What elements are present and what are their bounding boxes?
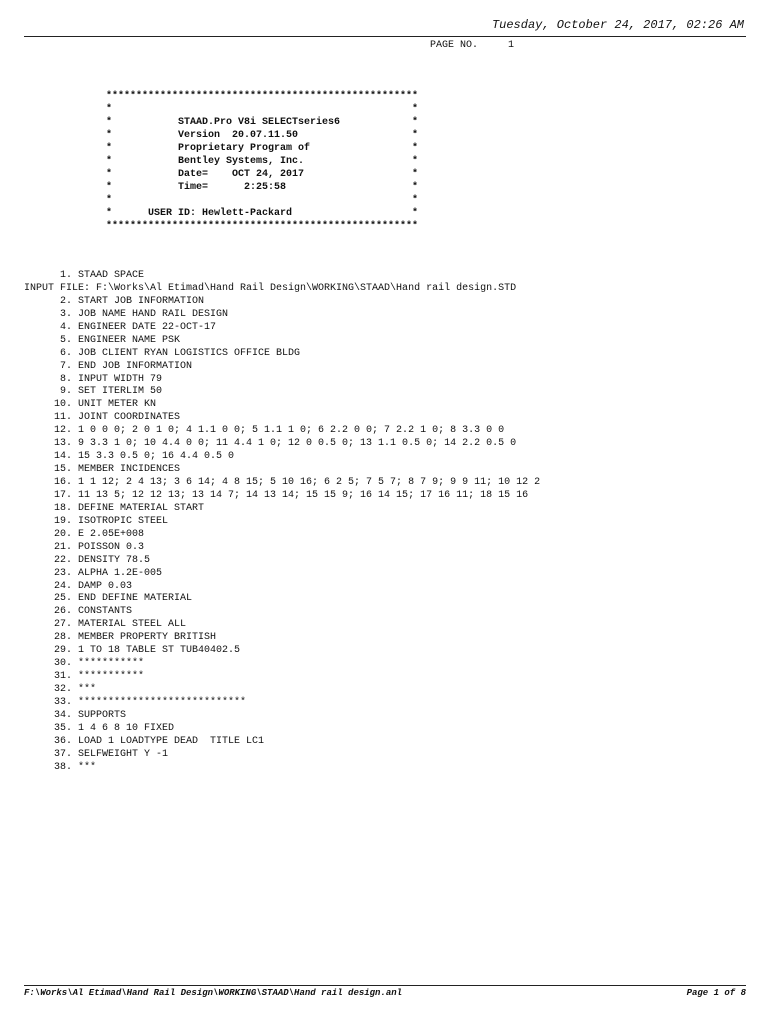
listing-line: 10. UNIT METER KN — [24, 399, 157, 411]
listing-line: 2. START JOB INFORMATION — [24, 295, 205, 307]
listing-line: 15. MEMBER INCIDENCES — [24, 464, 181, 476]
listing-line: 31. *********** — [24, 671, 145, 683]
listing-line: 1. STAAD SPACE — [24, 270, 145, 281]
banner-line: * * — [106, 104, 419, 115]
listing-line: 17. 11 13 5; 12 12 13; 13 14 7; 14 13 14; 15 15 9; 16 14 15; 17 16 11; 18 15 16 — [24, 489, 529, 501]
footer-file-path: F:\Works\Al Etimad\Hand Rail Design\WORKING\STAAD\Hand rail design.anl — [24, 988, 403, 998]
listing-line: 21. POISSON 0.3 — [24, 541, 145, 553]
listing-line: 26. CONSTANTS — [24, 606, 133, 618]
listing-line: 8. INPUT WIDTH 79 — [24, 373, 163, 385]
header-divider — [24, 36, 746, 37]
listing-line: 6. JOB CLIENT RYAN LOGISTICS OFFICE BLDG — [24, 347, 301, 359]
banner-line: * * — [106, 195, 419, 206]
listing-line: 35. 1 4 6 8 10 FIXED — [24, 722, 175, 734]
banner-time: * Time= 2:25:58 * — [106, 182, 419, 193]
footer-page-count: Page 1 of 8 — [686, 988, 746, 998]
listing-line: 3. JOB NAME HAND RAIL DESIGN — [24, 308, 229, 320]
banner-line: * Proprietary Program of * — [106, 143, 419, 154]
listing-line: 29. 1 TO 18 TABLE ST TUB40402.5 — [24, 645, 241, 657]
listing-line: 12. 1 0 0 0; 2 0 1 0; 4 1.1 0 0; 5 1.1 1 0; 6 2.2 0 0; 7 2.2 1 0; 8 3.3 0 0 — [24, 425, 505, 437]
listing-line: 9. SET ITERLIM 50 — [24, 386, 163, 398]
listing-line: 18. DEFINE MATERIAL START — [24, 502, 205, 514]
listing-line: 33. **************************** — [24, 696, 247, 708]
banner-user-id: * USER ID: Hewlett-Packard * — [106, 208, 419, 219]
listing-line: 20. E 2.05E+008 — [24, 528, 145, 540]
banner-version: * Version 20.07.11.50 * — [106, 130, 419, 141]
listing-line: 38. *** — [24, 761, 97, 773]
listing-line: 25. END DEFINE MATERIAL — [24, 593, 193, 605]
listing-line: 5. ENGINEER NAME PSK — [24, 334, 181, 346]
page-number: PAGE NO. 1 — [430, 40, 515, 51]
program-banner — [106, 90, 418, 233]
banner-vendor: * Bentley Systems, Inc. * — [106, 156, 419, 167]
listing-line: 19. ISOTROPIC STEEL — [24, 515, 169, 527]
banner-line: **************************************************** — [106, 221, 419, 232]
listing-line: 13. 9 3.3 1 0; 10 4.4 0 0; 11 4.4 1 0; 12 0 0.5 0; 13 1.1 0.5 0; 14 2.2 0.5 0 — [24, 438, 517, 450]
print-date-time: Tuesday, October 24, 2017, 02:26 AM — [491, 18, 744, 32]
banner-program-name: * STAAD.Pro V8i SELECTseries6 * — [106, 117, 419, 128]
listing-line: 37. SELFWEIGHT Y -1 — [24, 748, 169, 760]
listing-line: 30. *********** — [24, 658, 145, 670]
listing-line: 28. MEMBER PROPERTY BRITISH — [24, 632, 217, 644]
banner-line: **************************************************** — [106, 91, 419, 102]
listing-line: 22. DENSITY 78.5 — [24, 554, 151, 566]
listing-line: 36. LOAD 1 LOADTYPE DEAD TITLE LC1 — [24, 735, 265, 747]
listing-line: 16. 1 1 12; 2 4 13; 3 6 14; 4 8 15; 5 10 16; 6 2 5; 7 5 7; 8 7 9; 9 9 11; 10 12 2 — [24, 477, 541, 488]
input-file-path: INPUT FILE: F:\Works\Al Etimad\Hand Rail Design\WORKING\STAAD\Hand rail design.STD — [24, 282, 517, 294]
listing-line: 11. JOINT COORDINATES — [24, 412, 181, 424]
listing-line: 4. ENGINEER DATE 22-OCT-17 — [24, 321, 217, 333]
footer-divider — [24, 985, 746, 986]
listing-line: 7. END JOB INFORMATION — [24, 360, 193, 372]
listing-line: 24. DAMP 0.03 — [24, 580, 133, 592]
banner-date: * Date= OCT 24, 2017 * — [106, 169, 419, 180]
listing-line: 14. 15 3.3 0.5 0; 16 4.4 0.5 0 — [24, 451, 235, 463]
input-listing — [24, 270, 540, 775]
listing-line: 32. *** — [24, 684, 97, 695]
listing-line: 27. MATERIAL STEEL ALL — [24, 619, 187, 631]
listing-line: 23. ALPHA 1.2E-005 — [24, 567, 163, 579]
listing-line: 34. SUPPORTS — [24, 709, 127, 721]
